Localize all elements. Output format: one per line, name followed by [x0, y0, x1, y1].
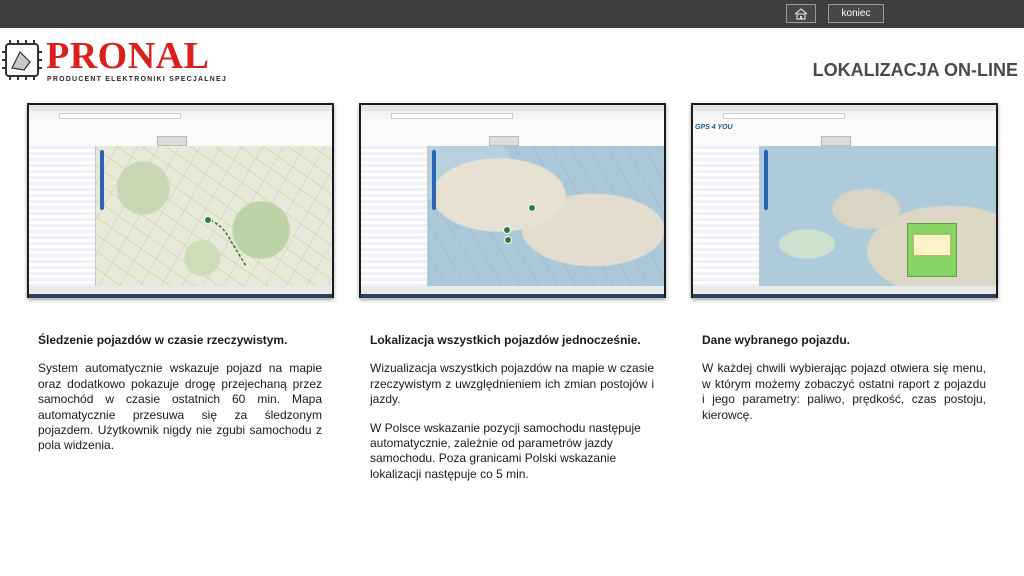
- description-paragraph: W każdej chwili wybierając pojazd otwiera się menu, w którym możemy zobaczyć ostatni raport z pojazdu i jego parametry: paliwo, prędkość, czas postoju, kierowcę.: [702, 361, 986, 422]
- top-navigation-bar: [0, 0, 1024, 28]
- gps-brand-logo: GPS 4 YOU: [695, 124, 733, 131]
- screenshot-all-vehicles: [359, 103, 666, 298]
- description-all-vehicles: [370, 333, 654, 495]
- zoom-slider: [764, 150, 768, 210]
- pronal-logo: [0, 36, 250, 86]
- vehicle-marker: [504, 236, 512, 244]
- vehicle-info-popup: [907, 223, 957, 277]
- map-detail-route: [96, 146, 332, 286]
- description-heading: Lokalizacja wszystkich pojazdów jednocześnie.: [370, 333, 641, 347]
- end-button[interactable]: koniec: [828, 4, 884, 23]
- vehicle-marker: [503, 226, 511, 234]
- vehicle-marker: [528, 204, 536, 212]
- description-paragraph: W Polsce wskazanie pozycji samochodu następuje automatycznie, zależnie od parametrów jazdy samochodu. Poza granicami Polski wskazanie lokalizacji następuje co 5 min.: [370, 420, 641, 481]
- vehicle-marker: [204, 216, 212, 224]
- screenshot-tracking: [27, 103, 334, 298]
- logo-name: PRONAL: [46, 35, 210, 77]
- home-icon: [794, 8, 808, 20]
- logo-tagline: PRODUCENT ELEKTRONIKI SPECJALNEJ: [47, 76, 227, 83]
- page-title: LOKALIZACJA ON-LINE: [812, 60, 1018, 80]
- description-tracking: [38, 333, 322, 467]
- description-paragraph: Wizualizacja wszystkich pojazdów na mapie w czasie rzeczywistym z uwzględnieniem ich zmian postojów i jazdy.: [370, 361, 654, 407]
- description-paragraph: System automatycznie wskazuje pojazd na mapie oraz dodatkowo pokazuje drogę przejechaną przez samochód w czasie ostatnich 60 min. Mapa automatycznie przesuwa się za śledzonym pojazdem. Użytkownik nigdy nie zgubi samochodu z pola widzenia.: [38, 361, 322, 453]
- vehicle-list-panel: [361, 146, 428, 286]
- vehicle-list-panel: [29, 146, 96, 286]
- chip-logo-icon: [0, 38, 44, 82]
- description-heading: Dane wybranego pojazdu.: [702, 333, 851, 347]
- home-button[interactable]: [786, 4, 816, 23]
- map-europe-popup: [760, 146, 996, 286]
- zoom-slider: [432, 150, 436, 210]
- route-line: [96, 146, 332, 286]
- screenshot-vehicle-data: [691, 103, 998, 298]
- description-vehicle-data: [702, 333, 986, 436]
- map-europe: [428, 146, 664, 286]
- description-heading: Śledzenie pojazdów w czasie rzeczywistym.: [38, 333, 288, 347]
- vehicle-list-panel: [693, 146, 760, 286]
